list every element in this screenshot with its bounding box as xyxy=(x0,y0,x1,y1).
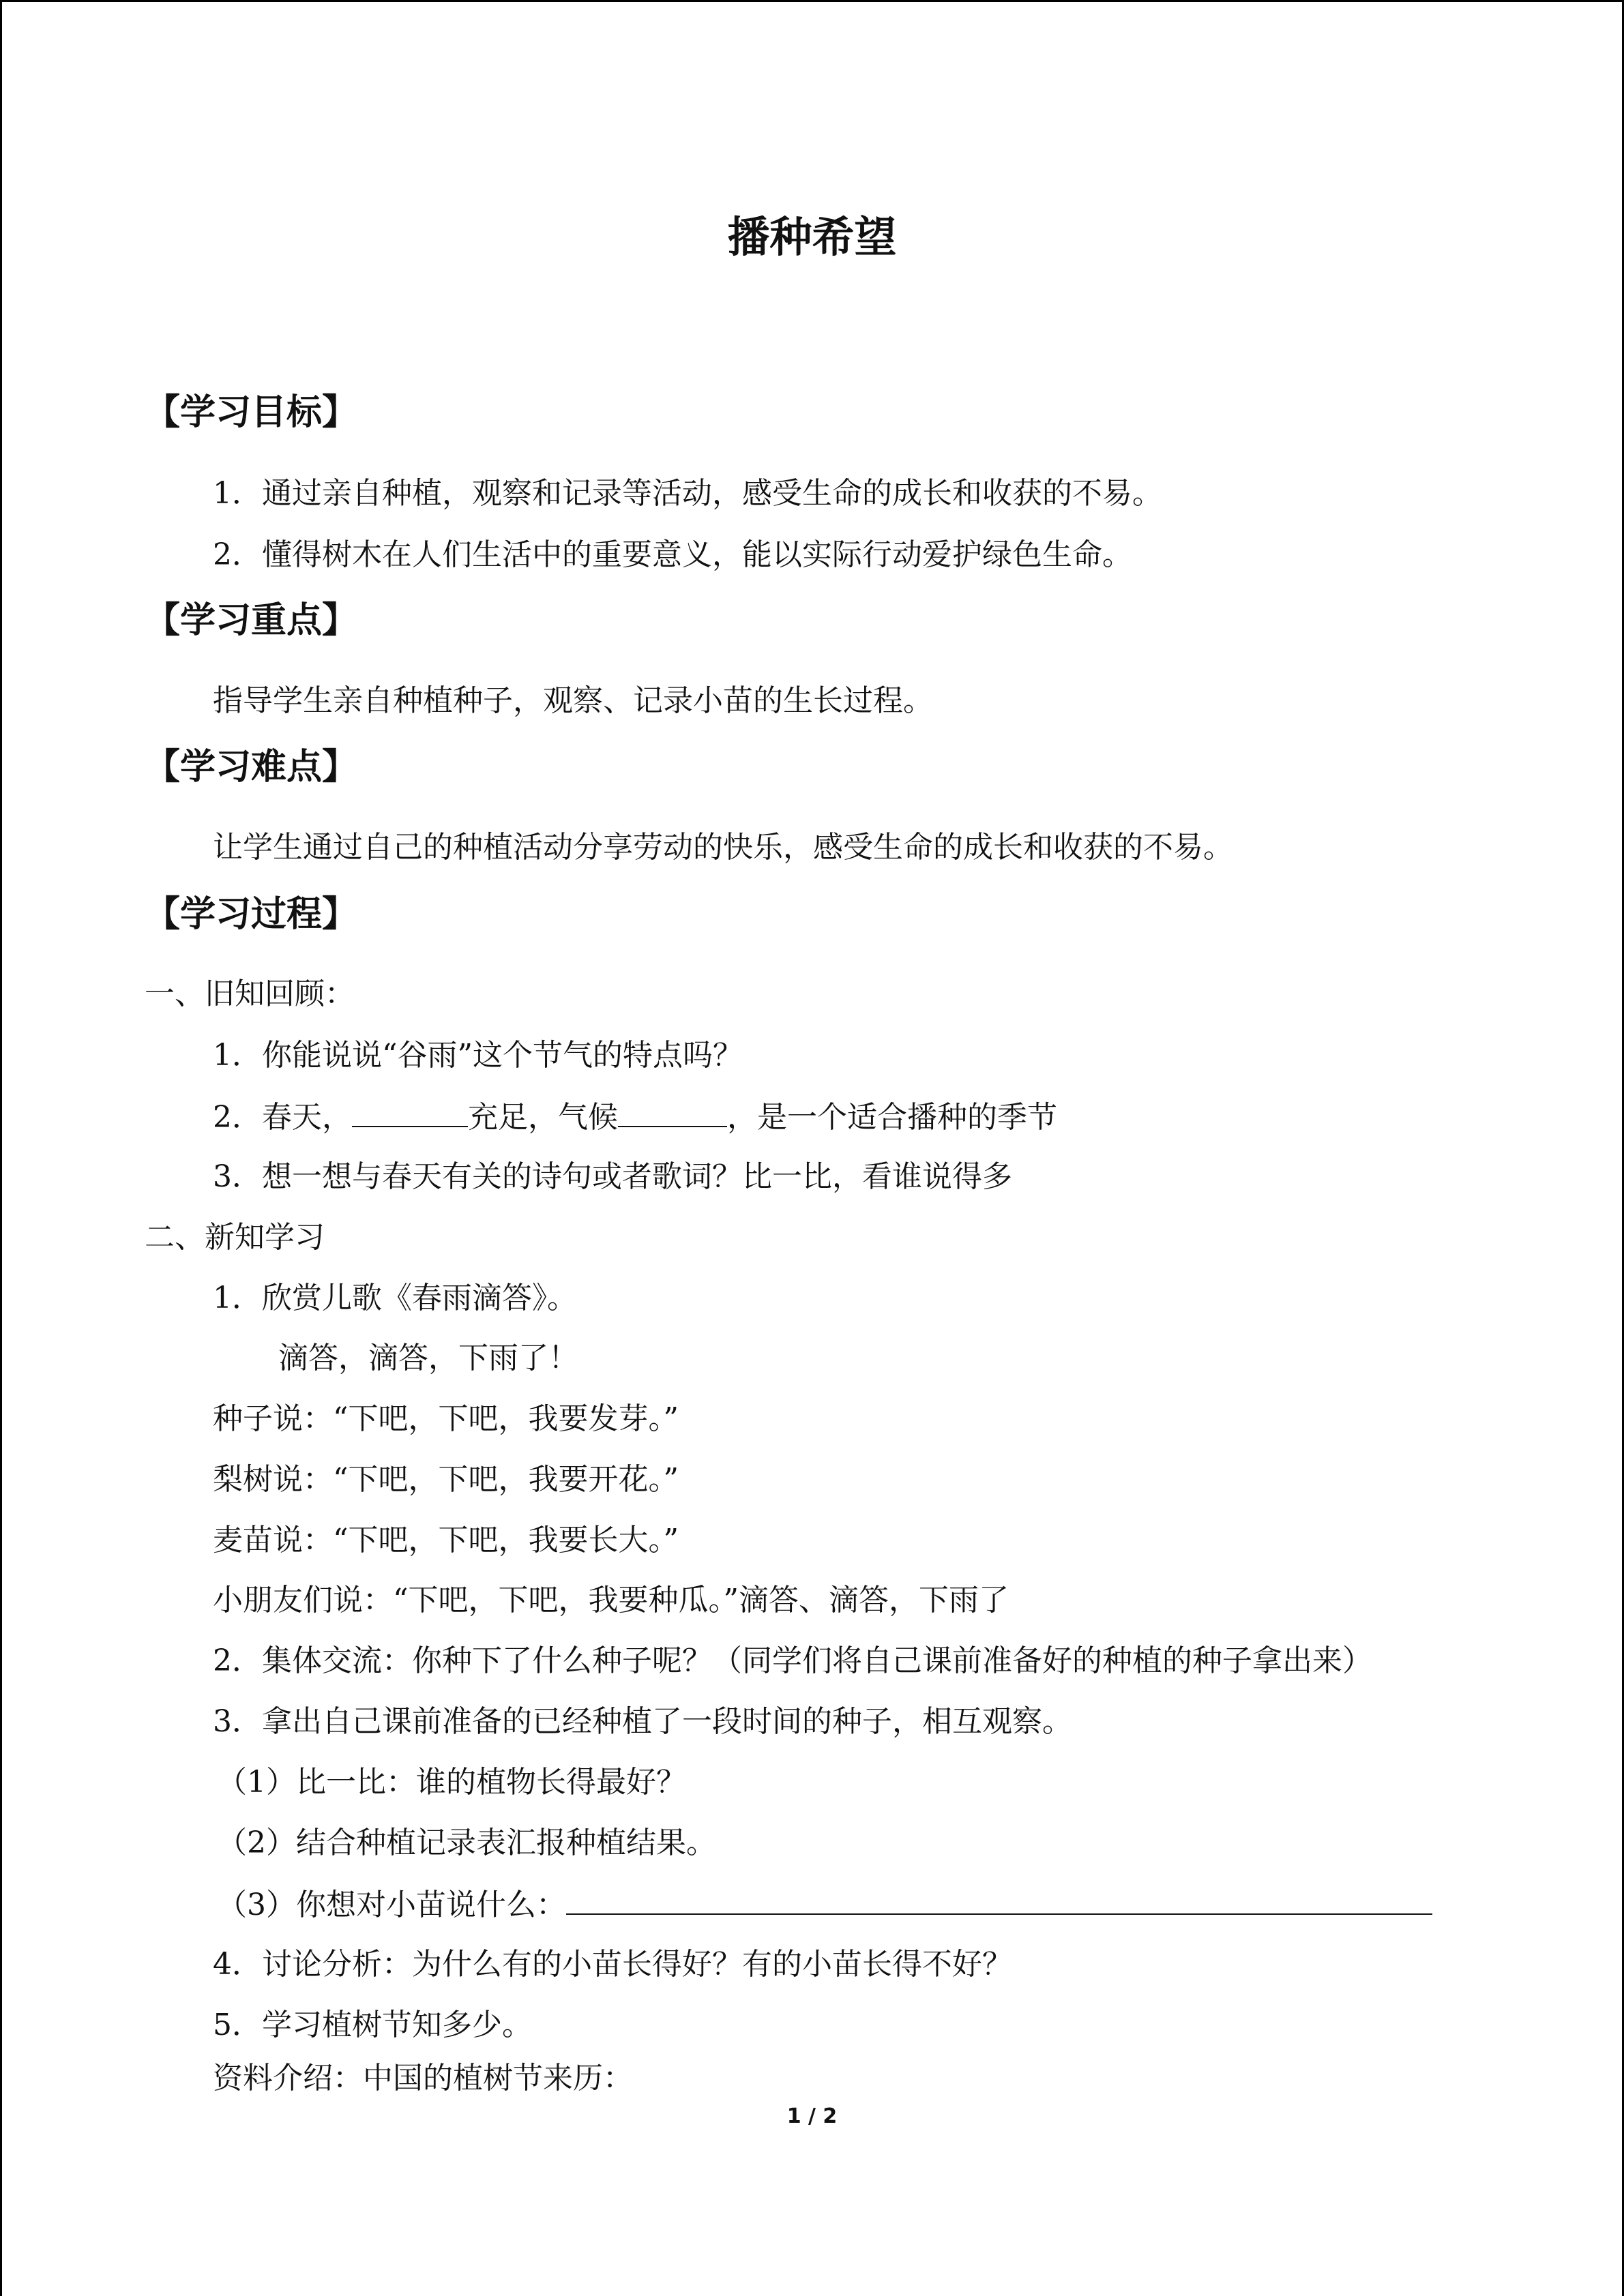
fill-blank-2[interactable] xyxy=(618,1096,727,1127)
fill-blank-1[interactable] xyxy=(352,1096,468,1127)
material-intro: 资料介绍：中国的植树节来历： xyxy=(213,2061,633,2096)
learn-item-5: 5．学习植树节知多少。 xyxy=(213,2008,532,2042)
learn-item-4: 4．讨论分析：为什么有的小苗长得好？有的小苗长得不好？ xyxy=(213,1947,1012,1982)
review-question-2-part-b: 充足，气候 xyxy=(468,1100,618,1135)
poem-line-5: 小朋友们说：“下吧，下吧，我要种瓜。”滴答、滴答，下雨了 xyxy=(213,1583,1009,1617)
learn-sub-item-3 xyxy=(217,1883,1432,1926)
poem-line-1: 滴答，滴答，下雨了！ xyxy=(278,1341,578,1375)
learn-sub-item-1: （1）比一比：谁的植物长得最好？ xyxy=(217,1765,686,1800)
part2-title: 二、新知学习 xyxy=(145,1220,325,1255)
learn-item-2: 2．集体交流：你种下了什么种子呢？（同学们将自己课前准备好的种植的种子拿出来） xyxy=(213,1643,1372,1678)
section-heading-key-points: 【学习重点】 xyxy=(145,600,358,641)
learn-sub-item-2: （2）结合种植记录表汇报种植结果。 xyxy=(217,1825,716,1860)
section-heading-difficulties: 【学习难点】 xyxy=(145,747,358,788)
goal-item-1: 1．通过亲自种植，观察和记录等活动，感受生命的成长和收获的不易。 xyxy=(213,476,1162,511)
review-question-2-part-a: 2．春天， xyxy=(213,1100,352,1135)
review-question-2 xyxy=(213,1096,1057,1138)
review-question-1: 1．你能说说“谷雨”这个节气的特点吗？ xyxy=(213,1038,743,1073)
learn-item-3: 3．拿出自己课前准备的已经种植了一段时间的种子，相互观察。 xyxy=(213,1704,1072,1739)
section-heading-goals: 【学习目标】 xyxy=(145,392,358,433)
review-question-3: 3．想一想与春天有关的诗句或者歌词？比一比，看谁说得多 xyxy=(213,1159,1012,1194)
part1-title: 一、旧知回顾： xyxy=(145,976,355,1011)
poem-line-2: 种子说：“下吧，下吧，我要发芽。” xyxy=(213,1401,679,1436)
difficulties-text: 让学生通过自己的种植活动分享劳动的快乐，感受生命的成长和收获的不易。 xyxy=(213,830,1233,865)
page-number: 1 / 2 xyxy=(786,2104,838,2128)
key-points-text: 指导学生亲自种植种子，观察、记录小苗的生长过程。 xyxy=(213,683,933,718)
page-title: 播种希望 xyxy=(727,212,897,262)
poem-line-3: 梨树说：“下吧，下吧，我要开花。” xyxy=(213,1462,679,1497)
section-heading-process: 【学习过程】 xyxy=(145,894,358,935)
review-question-2-part-c: ，是一个适合播种的季节 xyxy=(727,1100,1057,1135)
learn-item-1: 1．欣赏儿歌《春雨滴答》。 xyxy=(213,1281,577,1315)
poem-line-4: 麦苗说：“下吧，下吧，我要长大。” xyxy=(213,1523,679,1557)
answer-blank-line[interactable] xyxy=(566,1883,1432,1915)
learn-sub-item-3-label: （3）你想对小苗说什么： xyxy=(217,1888,566,1922)
goal-item-2: 2．懂得树木在人们生活中的重要意义，能以实际行动爱护绿色生命。 xyxy=(213,537,1132,572)
